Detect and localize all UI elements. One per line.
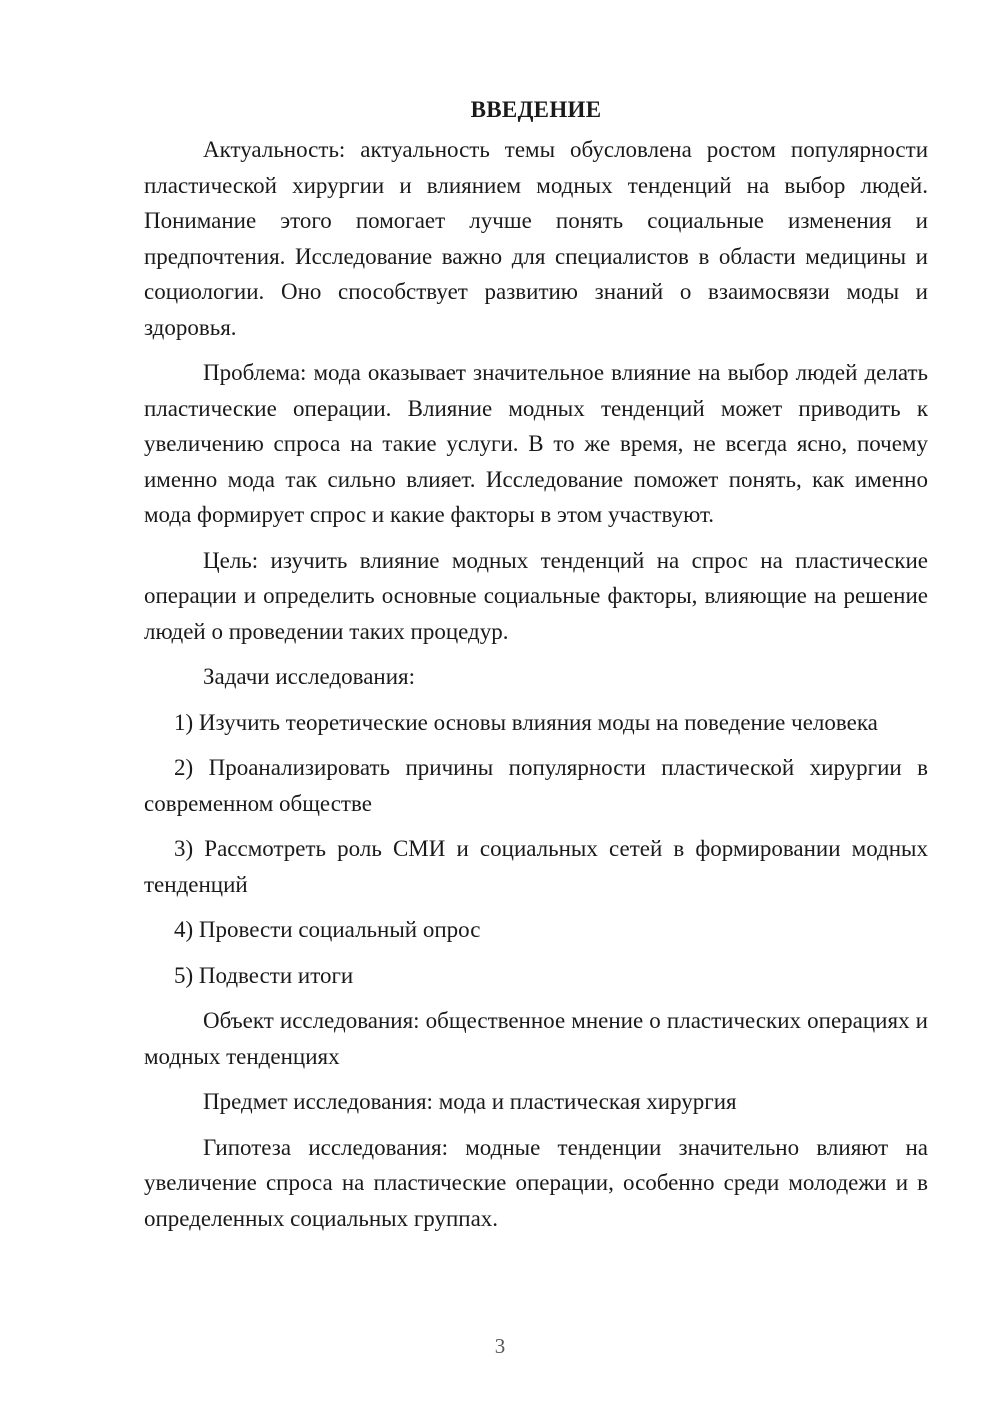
task-item: 5) Подвести итоги: [174, 962, 354, 988]
page-number: 3: [494, 1334, 506, 1358]
task-item: 1) Изучить теоретические основы влияния моды на поведение человека: [174, 709, 878, 735]
task-item: 3) Рассмотреть роль СМИ и социальных сетей в формировании модных тенденций: [144, 836, 928, 897]
document-page: [144, 92, 928, 1246]
paragraph-problem: Проблема: мода оказывает значительное влияние на выбор людей делать пластические операции. Влияние модных тенденций может приводить к увеличению спроса на такие услуги. В то же время, не всегда ясно, почему именно мода так сильно влияет. Исследование поможет понять, как именно мода формирует спрос и какие факторы в этом участвуют.: [144, 360, 928, 527]
paragraph-goal: Цель: изучить влияние модных тенденций на спрос на пластические операции и определить основные социальные факторы, влияющие на решение людей о проведении таких процедур.: [144, 547, 928, 644]
paragraph-subject: Предмет исследования: мода и пластическая хирургия: [203, 1089, 737, 1114]
page-title: ВВЕДЕНИЕ: [470, 97, 602, 122]
task-item: 4) Провести социальный опрос: [174, 917, 481, 942]
paragraph-hypothesis: Гипотеза исследования: модные тенденции значительно влияют на увеличение спроса на пластические операции, особенно среди молодежи и в определенных социальных группах.: [144, 1134, 928, 1231]
task-item: 2) Проанализировать причины популярности пластической хирургии в современном обществе: [144, 755, 928, 816]
paragraph-tasks-heading: Задачи исследования:: [203, 664, 416, 689]
paragraph-relevance: Актуальность: актуальность темы обусловлена ростом популярности пластической хирургии и влиянием модных тенденций на выбор людей. Понимание этого помогает лучше понять социальные изменения и предпочтения. Исследование важно для специалистов в области медицины и социологии. Оно способствует развитию знаний о взаимосвязи моды и здоровья.: [144, 137, 928, 340]
paragraph-object: Объект исследования: общественное мнение о пластических операциях и модных тенденциях: [144, 1008, 928, 1069]
